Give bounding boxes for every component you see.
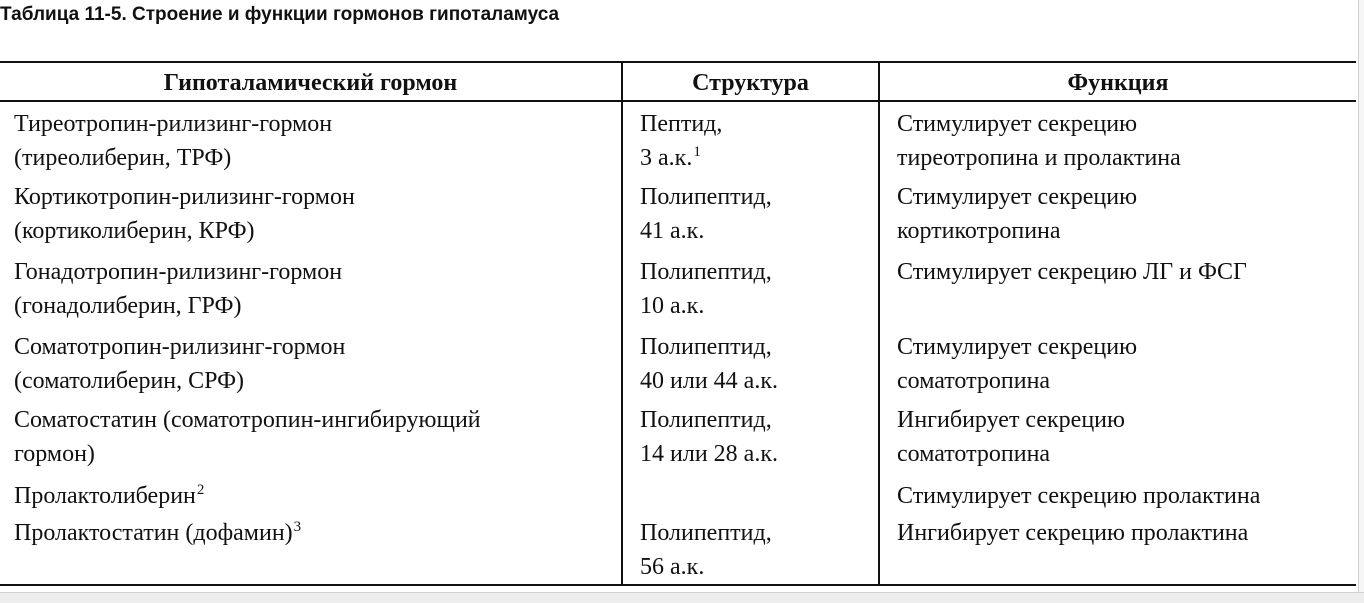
- structure-line: Полипептид,: [640, 184, 772, 210]
- function-line: Стимулирует секрецию ЛГ и ФСГ: [897, 259, 1247, 285]
- structure-line: Полипептид,: [640, 407, 772, 433]
- structure-line: 10 а.к.: [640, 293, 705, 319]
- structure-line: [640, 141, 722, 175]
- function-line: кортикотропина: [897, 218, 1061, 244]
- page-bottom-edge: [0, 592, 1364, 603]
- column-divider: [621, 63, 623, 584]
- table-caption: Таблица 11-5. Строение и функции гормонов гипоталамуса: [0, 4, 560, 25]
- function-line: Стимулирует секрецию: [897, 184, 1138, 210]
- structure-cell: [640, 107, 722, 175]
- function-cell: [897, 403, 1125, 471]
- footnote-mark: 3: [293, 519, 302, 535]
- structure-cell: [640, 516, 772, 584]
- function-cell: [897, 479, 1260, 513]
- hormone-cell: [14, 107, 332, 175]
- structure-cell: [640, 255, 772, 323]
- hormone-line: (гонадолиберин, ГРФ): [14, 293, 242, 319]
- hormone-text: Пролактостатин (дофамин): [14, 520, 293, 546]
- hormone-line: Гонадотропин-рилизинг-гормон: [14, 259, 343, 285]
- hormone-line: [14, 479, 204, 513]
- function-line: тиреотропина и пролактина: [897, 145, 1181, 171]
- structure-text: 3 а.к.: [640, 145, 693, 171]
- hormone-line: Кортикотропин-рилизинг-гормон: [14, 184, 355, 210]
- function-line: соматотропина: [897, 441, 1051, 467]
- structure-line: 56 а.к.: [640, 554, 705, 580]
- hormone-cell: [14, 403, 481, 471]
- hormone-cell: [14, 516, 301, 550]
- function-line: Стимулирует секрецию: [897, 111, 1138, 137]
- structure-cell: [640, 330, 778, 398]
- hormone-line: (кортиколиберин, КРФ): [14, 218, 255, 244]
- function-line: Стимулирует секрецию пролактина: [897, 483, 1261, 509]
- column-divider: [878, 63, 880, 584]
- structure-line: Пептид,: [640, 111, 723, 137]
- footnote-mark: 1: [693, 144, 701, 160]
- structure-line: Полипептид,: [640, 520, 772, 546]
- header-structure: Структура: [692, 70, 809, 96]
- function-line: Стимулирует секрецию: [897, 334, 1138, 360]
- hormone-cell: [14, 180, 355, 248]
- structure-line: 41 а.к.: [640, 218, 705, 244]
- structure-cell: [640, 403, 778, 471]
- function-cell: [897, 107, 1181, 175]
- hormone-line: (тиреолиберин, ТРФ): [14, 145, 232, 171]
- hormone-cell: [14, 255, 342, 323]
- hormone-line: Тиреотропин-рилизинг-гормон: [14, 111, 333, 137]
- structure-line: 40 или 44 а.к.: [640, 368, 778, 394]
- hormone-line: Соматостатин (соматотропин-ингибирующий: [14, 407, 481, 433]
- header-hormone: Гипоталамический гормон: [163, 70, 458, 96]
- structure-line: Полипептид,: [640, 259, 772, 285]
- hormone-line: Соматотропин-рилизинг-гормон: [14, 334, 346, 360]
- function-cell: [897, 516, 1248, 550]
- footnote-mark: 2: [196, 482, 205, 498]
- hormone-line: [14, 516, 301, 550]
- hormone-cell: [14, 330, 345, 398]
- function-cell: [897, 180, 1137, 248]
- header-divider: [0, 100, 1356, 102]
- hormone-line: (соматолиберин, СРФ): [14, 368, 245, 394]
- hormone-text: Пролактолиберин: [14, 483, 196, 509]
- hormone-line: гормон): [14, 441, 95, 467]
- hormone-table: [0, 61, 1356, 586]
- structure-line: Полипептид,: [640, 334, 772, 360]
- header-function: Функция: [1067, 70, 1169, 96]
- page-edge: [1358, 0, 1364, 602]
- function-line: Ингибирует секрецию пролактина: [897, 520, 1249, 546]
- hormone-cell: [14, 479, 204, 513]
- function-line: Ингибирует секрецию: [897, 407, 1125, 433]
- structure-cell: [640, 180, 772, 248]
- function-cell: [897, 255, 1247, 289]
- function-line: соматотропина: [897, 368, 1051, 394]
- structure-line: 14 или 28 а.к.: [640, 441, 778, 467]
- function-cell: [897, 330, 1137, 398]
